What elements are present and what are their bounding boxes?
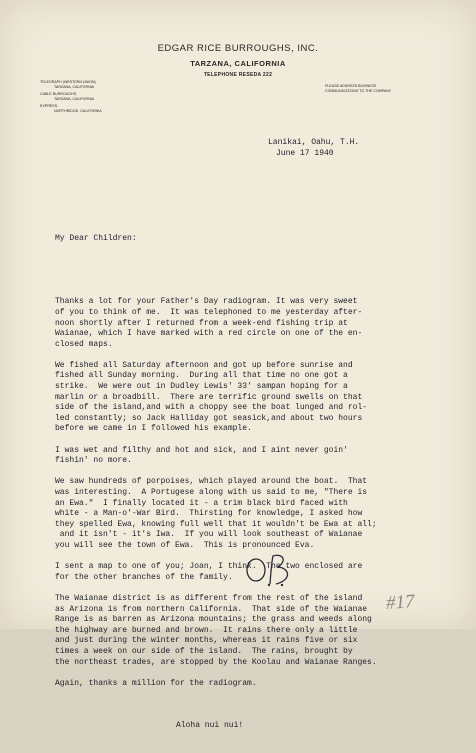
greeting: My Dear Children: xyxy=(55,233,137,243)
closing: Aloha nui nui! xyxy=(176,721,244,731)
paragraph-line: We fished all Saturday afternoon and got up before sunrise and xyxy=(55,360,353,370)
paragraph-line: and just during the winter months, whereas it rains five or six xyxy=(55,636,358,646)
paragraph-line: white - a Man-o'-War Bird. Thirsting for knowledge, I asked how xyxy=(55,509,363,519)
letter-paragraphs xyxy=(55,297,377,700)
paragraph-line: I was wet and filthy and hot and sick, and I aint never goin' xyxy=(55,445,348,455)
dateline-place: Lanikai, Oahu, T.H. xyxy=(268,138,360,147)
paragraph-line: noon shortly after I returned from a week-end fishing trip at xyxy=(55,318,348,328)
paragraph xyxy=(55,562,377,594)
letterhead-contact-left xyxy=(40,80,160,116)
paragraph-line: they spelled Ewa, knowing full well that it wouldn't be Ewa at all; xyxy=(55,519,377,529)
paragraph xyxy=(55,297,377,361)
address-note-line-1: PLEASE ADDRESS BUSINESS xyxy=(325,84,377,88)
letterhead-city: TARZANA, CALIFORNIA xyxy=(190,59,286,68)
paragraph-line: The Waianae district is as different from the rest of the island xyxy=(55,593,363,603)
paragraph-line: before we came in I followed his example. xyxy=(55,424,252,434)
paragraph-line: strike. We were out in Dudley Lewis' 33' sampan hoping for a xyxy=(55,382,348,392)
paragraph xyxy=(55,594,377,679)
paragraph-line: Waianae, which I have marked with a red circle on one of the en- xyxy=(55,329,363,339)
paragraph-line: fished all Sunday morning. During all that time no one got a xyxy=(55,371,348,381)
paragraph-line: as Arizona is from northern California. That side of the Waianae xyxy=(55,604,368,614)
paragraph-line: Range is as barren as Arizona mountains; the grass and weeds along xyxy=(55,615,372,625)
paragraph-line: the northeast trades, are stopped by the Koolau and Waianae Ranges. xyxy=(55,657,377,667)
telegraph-value: TARZANA, CALIFORNIA xyxy=(54,85,95,89)
express-label: EXPRESS: xyxy=(40,104,58,108)
paragraph xyxy=(55,361,377,446)
paragraph-line: an Ewa." I finally located it - a trim black bird faced with xyxy=(55,498,348,508)
paragraph-line: the highway are burned and brown. It rains there only a little xyxy=(55,625,358,635)
telegraph-label: TELEGRAPH (WESTERN UNION) xyxy=(40,80,96,84)
paragraph-line: marlin or a broadbill. There are terrific ground swells on that xyxy=(55,392,363,402)
paragraph-line: for the other branches of the family. xyxy=(55,572,233,582)
paragraph-line: I sent a map to one of you; Joan, I think. The two enclosed are xyxy=(55,562,363,572)
paragraph xyxy=(55,446,377,478)
paragraph-line: side of the island,and with a choppy see the boat lunged and rol- xyxy=(55,403,368,413)
archive-number-stamp: #17 xyxy=(385,591,416,614)
address-note-line-2: COMMUNICATIONS TO THE COMPANY xyxy=(325,89,392,93)
paragraph-line: fishin' no more. xyxy=(55,456,132,466)
signature-mark xyxy=(240,550,320,595)
paragraph xyxy=(55,477,377,562)
dateline-date: June 17 1940 xyxy=(276,148,334,158)
paragraph-line: led constantly; so Jack Halliday got seasick,and about two hours xyxy=(55,413,363,423)
paragraph-line: We saw hundreds of porpoises, which played around the boat. That xyxy=(55,477,368,487)
letterhead-telephone: TELEPHONE RESEDA 222 xyxy=(203,72,273,78)
paragraph-line: of you to think of me. It was telephoned to me yesterday after- xyxy=(55,307,363,317)
cable-label: CABLE BURROUGHS, xyxy=(40,92,78,96)
paragraph-line: Thanks a lot for your Father's Day radiogram. It was very sweet xyxy=(55,297,358,307)
letter-body xyxy=(55,149,377,753)
paragraph-line: times a week on our side of the island. The rains, brought by xyxy=(55,646,353,656)
paragraph-line: you will see the town of Ewa. This is pronounced Eva. xyxy=(55,540,315,550)
cable-value: TARZANA, CALIFORNIA xyxy=(54,97,95,101)
express-value: NORTHRIDGE, CALIFORNIA xyxy=(54,109,102,113)
paragraph-line: Again, thanks a million for the radiogram. xyxy=(55,678,257,688)
paragraph-line: closed maps. xyxy=(55,339,113,349)
paragraph xyxy=(55,679,377,700)
paragraph-line: and it isn't - it's Iwa. If you will look southeast of Waianae xyxy=(55,530,363,540)
letterhead-company: EDGAR RICE BURROUGHS, INC. xyxy=(157,43,319,54)
letterhead-contact-right xyxy=(325,84,445,94)
paragraph-line: was interesting. A Portugese along with us said to me, "There is xyxy=(55,488,368,497)
